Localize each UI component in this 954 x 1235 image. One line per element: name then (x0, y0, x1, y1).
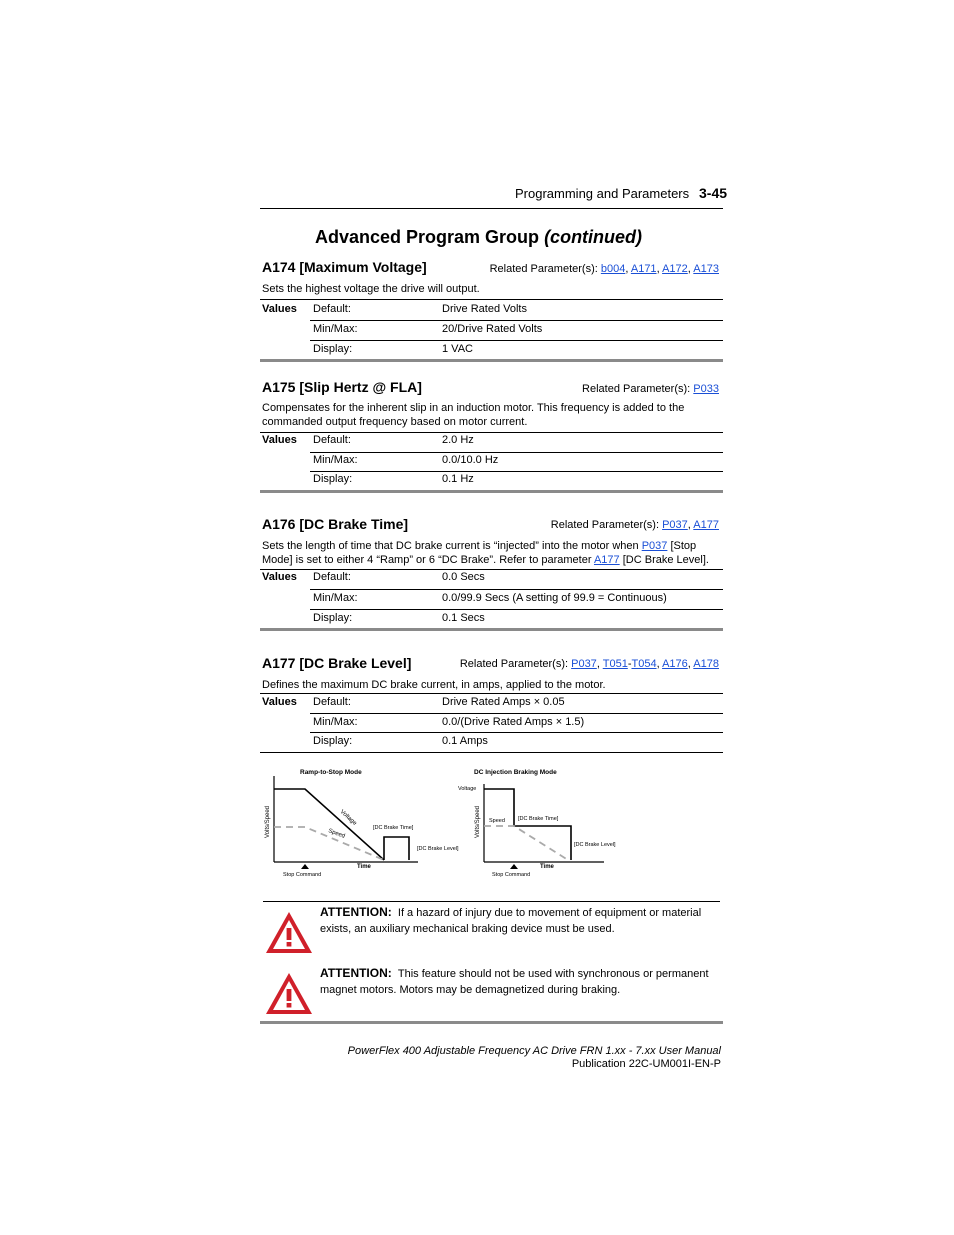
param-description-a177: Defines the maximum DC brake current, in amps, applied to the motor. (262, 679, 606, 691)
ramp-voltage-label: Voltage (338, 809, 358, 827)
ramp-speed-label: Speed (327, 828, 346, 840)
section-divider (260, 628, 723, 631)
link-a176[interactable]: A176 (662, 658, 688, 670)
ramp-diagram-title: Ramp-to-Stop Mode (300, 769, 362, 776)
values-label: Values (262, 303, 297, 315)
values-label: Values (262, 434, 297, 446)
row-rule (310, 732, 723, 733)
values-label: Values (262, 696, 297, 708)
param-title-a175: A175 [Slip Hertz @ FLA] (262, 379, 422, 395)
attention-label: ATTENTION: (320, 966, 392, 980)
group-title-suffix: (continued) (544, 227, 643, 247)
link-a172[interactable]: A172 (662, 263, 688, 275)
row-label: Default: (313, 434, 351, 446)
braking-mode-diagrams (258, 762, 728, 887)
attention-top-rule (263, 901, 720, 902)
row-value: 0.1 Hz (442, 473, 474, 485)
row-label: Min/Max: (313, 454, 358, 466)
row-value: 1 VAC (442, 343, 473, 355)
table-bottom-rule (260, 752, 723, 753)
row-value: 0.1 Secs (442, 612, 485, 624)
param-title-a174: A174 [Maximum Voltage] (262, 259, 427, 275)
param-description-a176: Sets the length of time that DC brake current is “injected” into the motor when P037 [Stop Mode] is set to either 4 “Ramp” or 6 “DC Brake”. Refer to parameter A177 [DC Brake Level]. (262, 540, 709, 566)
table-top-rule (260, 299, 723, 300)
row-rule (310, 340, 723, 341)
dc-injection-diagram (458, 769, 616, 878)
row-value: 0.0/99.9 Secs (A setting of 99.9 = Continuous) (442, 592, 667, 604)
row-value: 0.0/(Drive Rated Amps × 1.5) (442, 716, 585, 728)
link-t054[interactable]: T054 (631, 658, 657, 670)
page-number: 3-45 (699, 185, 728, 201)
row-label: Display: (313, 473, 353, 485)
row-rule (310, 589, 723, 590)
injection-voltage-label: Voltage (458, 786, 477, 792)
injection-speed-label: Speed (489, 818, 505, 824)
row-value: 0.1 Amps (442, 735, 488, 747)
row-value: 20/Drive Rated Volts (442, 323, 543, 335)
row-label: Min/Max: (313, 323, 358, 335)
group-title: Advanced Program Group (continued) (315, 227, 643, 247)
injection-brake-level-label: [DC Brake Level] (574, 842, 616, 848)
attention-note-2: ATTENTION: This feature should not be used with synchronous or permanent magnet motors. Motors may be demagnetized during braking. (320, 966, 709, 996)
related-params-a174: Related Parameter(s): b004, A171, A172, A173 (489, 263, 719, 275)
row-label: Default: (313, 571, 351, 583)
table-top-rule (260, 693, 723, 694)
ramp-to-stop-diagram (265, 769, 459, 878)
warning-triangle-icon (264, 971, 314, 1016)
link-a177-inline[interactable]: A177 (593, 554, 620, 566)
row-label: Display: (313, 343, 353, 355)
ramp-voltage-line (274, 789, 384, 860)
row-rule (310, 713, 723, 714)
row-label: Default: (313, 696, 351, 708)
row-rule (310, 609, 723, 610)
link-a177[interactable]: A177 (693, 519, 719, 531)
values-label: Values (262, 571, 297, 583)
ramp-brake-level-label: [DC Brake Level] (417, 846, 459, 852)
warning-triangle-icon (264, 910, 314, 955)
injection-y-label: Volts/Speed (475, 805, 481, 838)
link-p037[interactable]: P037 (662, 519, 688, 531)
row-rule (310, 320, 723, 321)
row-value: Drive Rated Volts (442, 303, 527, 315)
param-title-a176: A176 [DC Brake Time] (262, 516, 409, 532)
row-rule (310, 471, 723, 472)
link-b004[interactable]: b004 (600, 263, 626, 275)
attention-label: ATTENTION: (320, 905, 392, 919)
table-top-rule (260, 569, 723, 570)
injection-brake-time-label: [DC Brake Time] (518, 816, 559, 822)
param-description-a175: Compensates for the inherent slip in an induction motor. This frequency is added to the commanded output frequency based on motor current. (262, 402, 685, 428)
attention-note-1: ATTENTION: If a hazard of injury due to movement of equipment or material exists, an auxiliary mechanical braking device must be used. (320, 905, 702, 935)
ramp-y-label: Volts/Speed (265, 805, 271, 838)
footer-manual-title: PowerFlex 400 Adjustable Frequency AC Drive FRN 1.xx - 7.xx User Manual (347, 1045, 721, 1057)
section-divider (260, 490, 723, 493)
injection-stop-command-label: Stop Command (492, 872, 531, 878)
header-rule (260, 208, 723, 209)
link-p037[interactable]: P037 (571, 658, 597, 670)
link-p033[interactable]: P033 (693, 383, 719, 395)
injection-voltage-line (484, 789, 571, 860)
injection-diagram-title: DC Injection Braking Mode (474, 769, 557, 776)
ramp-stop-command-label: Stop Command (283, 872, 322, 878)
row-value: 0.0 Secs (442, 571, 485, 583)
ramp-stop-arrow-icon (301, 864, 309, 869)
param-description-a174: Sets the highest voltage the drive will output. (262, 283, 480, 295)
row-value: Drive Rated Amps × 0.05 (442, 696, 565, 708)
row-label: Min/Max: (313, 716, 358, 728)
related-params-a177: Related Parameter(s): P037, T051-T054, A176, A178 (459, 658, 719, 670)
footer-publication: Publication 22C-UM001I-EN-P (571, 1058, 721, 1070)
running-header: Programming and Parameters (515, 186, 690, 201)
table-top-rule (260, 432, 723, 433)
link-a178[interactable]: A178 (693, 658, 719, 670)
row-label: Display: (313, 735, 353, 747)
section-divider (260, 1021, 723, 1024)
related-params-a175: Related Parameter(s): P033 (582, 383, 719, 395)
injection-speed-line (484, 826, 568, 860)
related-params-a176: Related Parameter(s): P037, A177 (550, 519, 719, 531)
ramp-brake-pulse (384, 837, 409, 860)
row-rule (310, 452, 723, 453)
row-label: Min/Max: (313, 592, 358, 604)
row-value: 2.0 Hz (442, 434, 474, 446)
section-divider (260, 359, 723, 362)
row-label: Default: (313, 303, 351, 315)
link-a173[interactable]: A173 (693, 263, 719, 275)
ramp-time-label: Time (357, 864, 371, 870)
row-label: Display: (313, 612, 353, 624)
param-title-a177: A177 [DC Brake Level] (262, 655, 412, 671)
ramp-brake-time-label: [DC Brake Time] (373, 825, 414, 831)
link-a171[interactable]: A171 (630, 263, 657, 275)
link-t051[interactable]: T051 (602, 658, 628, 670)
injection-stop-arrow-icon (510, 864, 518, 869)
row-value: 0.0/10.0 Hz (442, 454, 499, 466)
injection-time-label: Time (540, 864, 554, 870)
link-p037-inline[interactable]: P037 (641, 540, 668, 552)
